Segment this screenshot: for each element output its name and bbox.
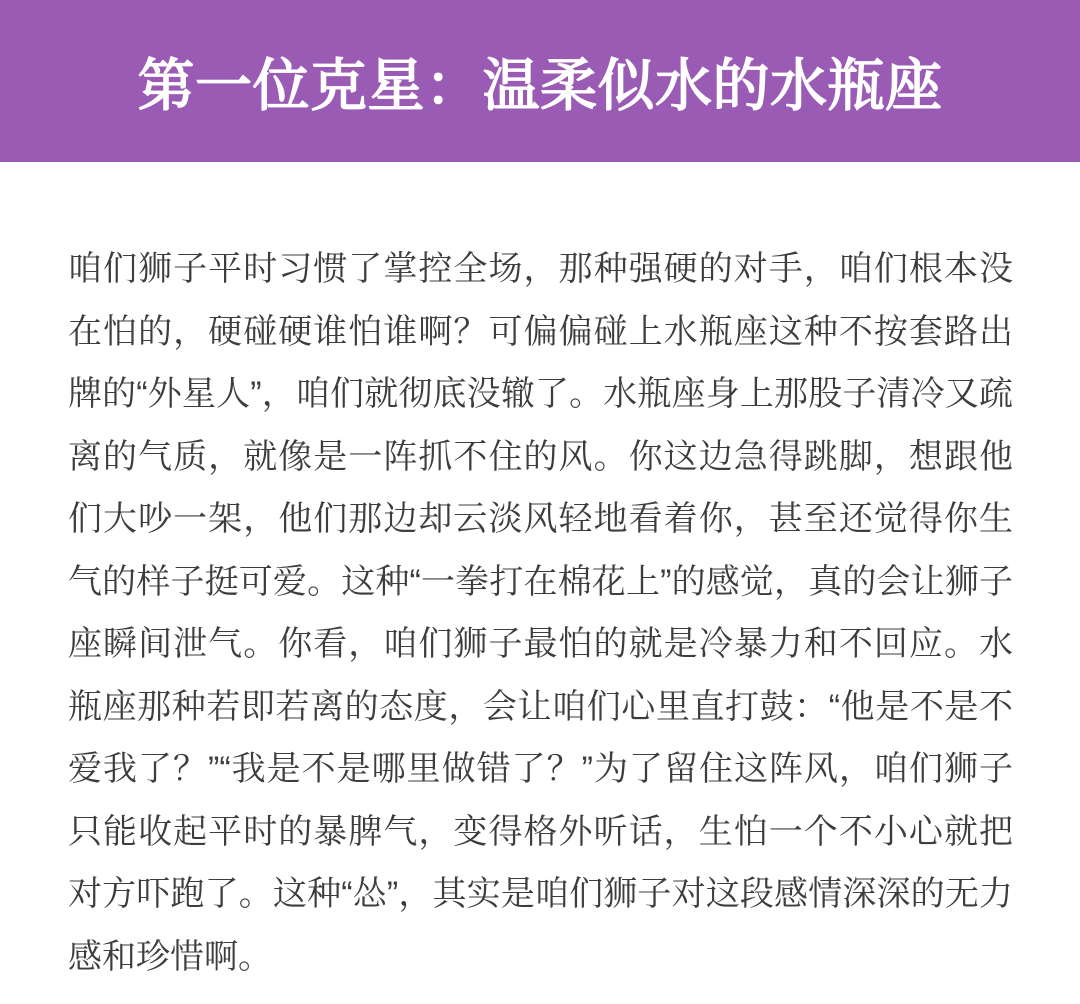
- article-paragraph: 咱们狮子平时习惯了掌控全场，那种强硬的对手，咱们根本没在怕的，硬碰硬谁怕谁啊？可偏偏碰上水瓶座这种不按套路出牌的“外星人”，咱们就彻底没辙了。水瓶座身上那股子清冷又疏离的气质，就像是一阵抓不住的风。你这边急得跳脚，想跟他们大吵一架，他们那边却云淡风轻地看着你，甚至还觉得你生气的样子挺可爱。这种“一拳打在棉花上”的感觉，真的会让狮子座瞬间泄气。你看，咱们狮子最怕的就是冷暴力和不回应。水瓶座那种若即若离的态度，会让咱们心里直打鼓：“他是不是不爱我了？”“我是不是哪里做错了？”为了留住这阵风，咱们狮子只能收起平时的暴脾气，变得格外听话，生怕一个不小心就把对方吓跑了。这种“怂”，其实是咱们狮子对这段感情深深的无力感和珍惜啊。: [68, 250, 1013, 976]
- page-title: 第一位克星：温柔似水的水瓶座: [137, 54, 943, 118]
- header-banner: [0, 0, 1080, 162]
- article-body: [0, 162, 1080, 988]
